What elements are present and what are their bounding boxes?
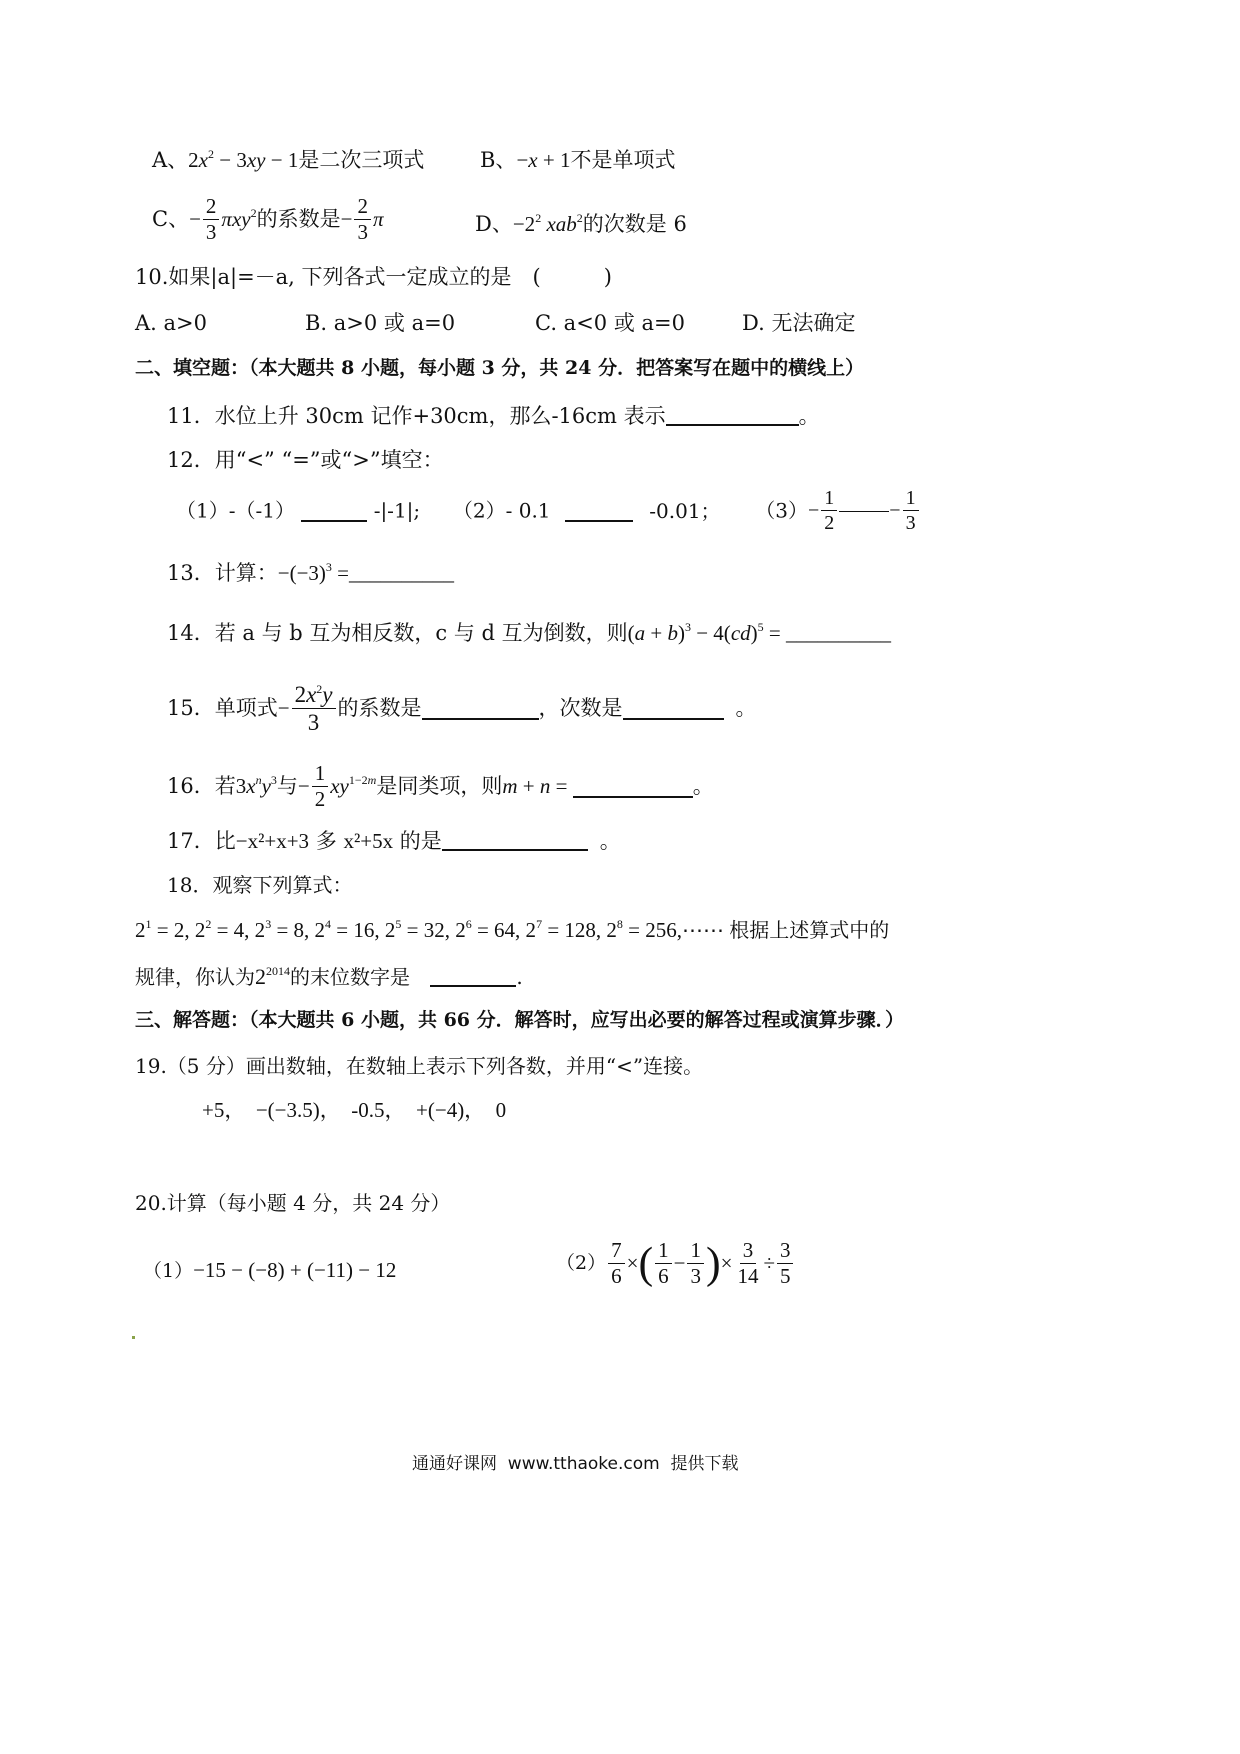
q14: 14．若 a 与 b 互为相反数，c 与 d 互为倒数，则$(a + b)^3 - 4(cd)^5$ = __________ [167, 620, 891, 645]
answer-blank[interactable] [430, 965, 516, 987]
answer-blank[interactable] [623, 698, 724, 720]
q9-option-c: C、− $\frac{2}{3}$ πxy$^2$的系数是− $\frac{2}{3}$ π [152, 194, 384, 244]
fraction-one-sixth: $\frac{1}{6}$ [655, 1240, 672, 1287]
q20-part2: （2） $\frac{7}{6}$ ×( $\frac{1}{6}$ − $\frac{1}{3}$ )× $\frac{3}{14}$ ÷ $\frac{3}{5}$ [556, 1240, 795, 1287]
q9-c-expr: πxy$^2$ [221, 206, 257, 231]
q9-b-expr: −x + 1 [516, 148, 571, 172]
q18-line2: 规律，你认为$2^{2014}$的末位数字是 . [135, 964, 523, 989]
q13-expr: $-(-3)^3$ [277, 560, 332, 585]
fraction-one-half: $\frac{1}{2}$ [312, 763, 329, 810]
answer-blank[interactable] [565, 500, 633, 522]
answer-blank[interactable] [666, 404, 799, 426]
q10-option-c: C. a<0 或 a=0 [535, 311, 685, 335]
q18-sequence: $2^1 = 2$, $2^2 = 4$, $2^3 = 8$, $2^4 = 16$, $2^5 = 32$, $2^6 = 64$, $2^7 = 128$, $2^8$ = 256,⋯⋯ 根据上述算式中的 [135, 917, 890, 942]
q16-expr1: $3x^ny^3$ [235, 773, 277, 798]
fraction-one-third: $\frac{1}{3}$ [687, 1240, 704, 1287]
fraction-seven-sixths: $\frac{7}{6}$ [608, 1240, 625, 1287]
q16-expr3: m + n = [502, 774, 573, 798]
q18-powers: $2^1 = 2$, $2^2 = 4$, $2^3 = 8$, $2^4 = 16$, $2^5 = 32$, $2^6 = 64$, $2^7 = 128$, $2^8$ = 256,⋯⋯ [135, 917, 730, 942]
answer-blank[interactable] [839, 509, 889, 512]
stray-mark [132, 1336, 135, 1339]
fraction-two-thirds: $\frac{2}{3}$ [203, 196, 220, 243]
q9-option-a: A、$2x^2 - 3xy - 1$是二次三项式 [152, 147, 425, 172]
q9-d-expr: $-2^2$ xab$^2$ [512, 211, 583, 236]
section3-heading: 三、解答题：（本大题共 6 小题，共 66 分．解答时，应写出必要的解答过程或演算步骤．） [135, 1009, 905, 1031]
q17: 17．比−x²+x+3 多 x²+5x 的是 。 [167, 829, 621, 853]
q18-stem: 18．观察下列算式： [167, 873, 353, 897]
answer-blank[interactable] [301, 500, 367, 522]
fraction-two-thirds: $\frac{2}{3}$ [354, 196, 371, 243]
fraction-three-fifths: $\frac{3}{5}$ [777, 1240, 794, 1287]
q9-a-expr: $2x^2 - 3xy - 1$ [188, 147, 299, 172]
q13: 13．计算：$-(-3)^3$ =__________ [167, 560, 455, 585]
q18-power: $2^{2014}$ [255, 964, 290, 989]
q9-option-d: D、$-2^2$ xab$^2$的次数是 6 [475, 211, 687, 236]
section2-heading: 二、填空题：（本大题共 8 小题，每小题 3 分，共 24 分．把答案写在题中的横线上） [135, 357, 865, 379]
q15: 15．单项式− $\frac{2x^2y}{3}$ 的系数是 ，次数是 。 [167, 682, 757, 735]
q11: 11．水位上升 30cm 记作+30cm，那么-16cm 表示 。 [167, 404, 820, 428]
q10-option-b: B. a>0 或 a=0 [305, 311, 456, 335]
q20-stem: 20.计算（每小题 4 分，共 24 分） [135, 1191, 451, 1215]
q12-stem: 12．用“<” “=”或“>”填空： [167, 448, 444, 472]
fraction-one-half: $\frac{1}{2}$ [821, 488, 837, 533]
fraction-monomial: $\frac{2x^2y}{3}$ [292, 683, 336, 734]
answer-blank[interactable] [422, 698, 539, 720]
q14-expr: $(a + b)^3 - 4(cd)^5$ [627, 620, 764, 645]
q10-stem: 10.如果|a|=－a, 下列各式一定成立的是 ( ) [135, 265, 612, 289]
q10-option-a: A. a>0 [135, 311, 207, 335]
q16: 16．若$3x^ny^3$与− $\frac{1}{2}$ $xy^{1-2m}$是同类项，则m + n = 。 [167, 761, 714, 811]
q10-option-d: D. 无法确定 [742, 311, 856, 335]
q19-stem: 19.（5 分）画出数轴，在数轴上表示下列各数，并用“<”连接。 [135, 1054, 704, 1078]
answer-blank[interactable] [442, 829, 588, 851]
fraction-one-third: $\frac{1}{3}$ [903, 488, 919, 533]
page-footer: 通通好课网 www.tthaoke.com 提供下载 [412, 1454, 739, 1474]
q12-parts: （1）-（-1） -|-1|; （2）- 0.1 -0.01； （3）− $\frac{1}{2}$ − $\frac{1}{3}$ [176, 488, 921, 533]
fraction-three-fourteenths: $\frac{3}{14}$ [737, 1238, 759, 1288]
q19-numbers: +5， −(−3.5)， -0.5， +(−4)， 0 [202, 1098, 507, 1122]
q20-part1: （1）−15 − (−8) + (−11) − 12 [143, 1258, 397, 1282]
q9-option-b: B、−x + 1不是单项式 [480, 148, 676, 172]
q16-expr2: $xy^{1-2m}$ [330, 773, 377, 798]
answer-blank[interactable] [573, 776, 693, 798]
